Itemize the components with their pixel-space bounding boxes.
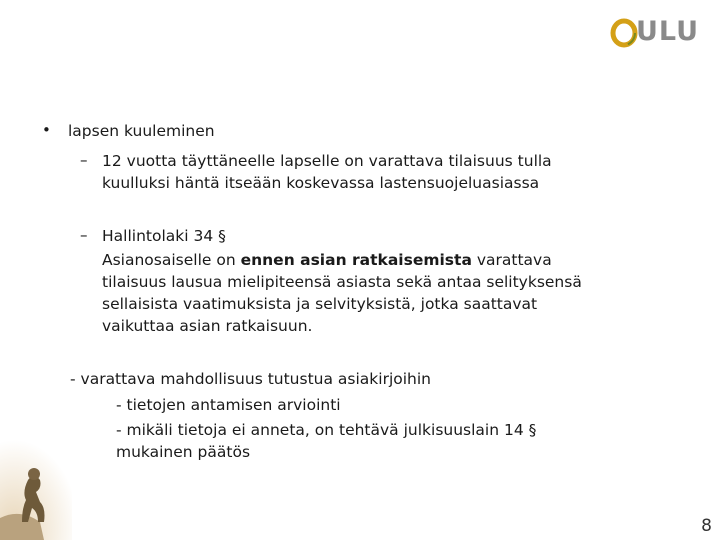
para-line2: - tietojen antamisen arviointi <box>116 396 341 414</box>
sub2-line2-pre: Asianosaiselle on <box>102 251 241 269</box>
sub1-line2: kuulluksi häntä itseään koskevassa lastensuojeluasiassa <box>102 174 540 192</box>
para-line4: mukainen päätös <box>116 443 251 461</box>
sub1-line1: 12 vuotta täyttäneelle lapselle on varattava tilaisuus tulla <box>102 152 552 170</box>
para-line3: - mikäli tietoja ei anneta, on tehtävä julkisuuslain 14 § <box>116 421 537 439</box>
oulu-logo <box>610 14 710 50</box>
sub2-line4: sellaisista vaatimuksista ja selvityksistä, jotka saattavat <box>102 295 538 313</box>
dash-icon: – <box>80 226 88 244</box>
sub2-line1: Hallintolaki 34 § <box>102 227 226 245</box>
bullet-main-text: lapsen kuuleminen <box>68 122 215 140</box>
sub2-line5: vaikuttaa asian ratkaisuun. <box>102 317 313 335</box>
para-line1: - varattava mahdollisuus tutustua asiakirjoihin <box>70 370 431 388</box>
sculpture-image <box>0 440 72 540</box>
sub2-line2-post: varattava <box>471 251 552 269</box>
dash-icon: – <box>80 151 88 169</box>
sub2-line2-bold: ennen asian ratkaisemista <box>240 251 472 269</box>
bullet-dot-icon: • <box>42 121 51 139</box>
page-number: 8 <box>701 516 712 536</box>
logo-text: ULU <box>636 16 700 47</box>
sub2-line3: tilaisuus lausua mielipiteensä asiasta sekä antaa selityksensä <box>102 273 582 291</box>
sub2-line2 <box>102 250 552 270</box>
